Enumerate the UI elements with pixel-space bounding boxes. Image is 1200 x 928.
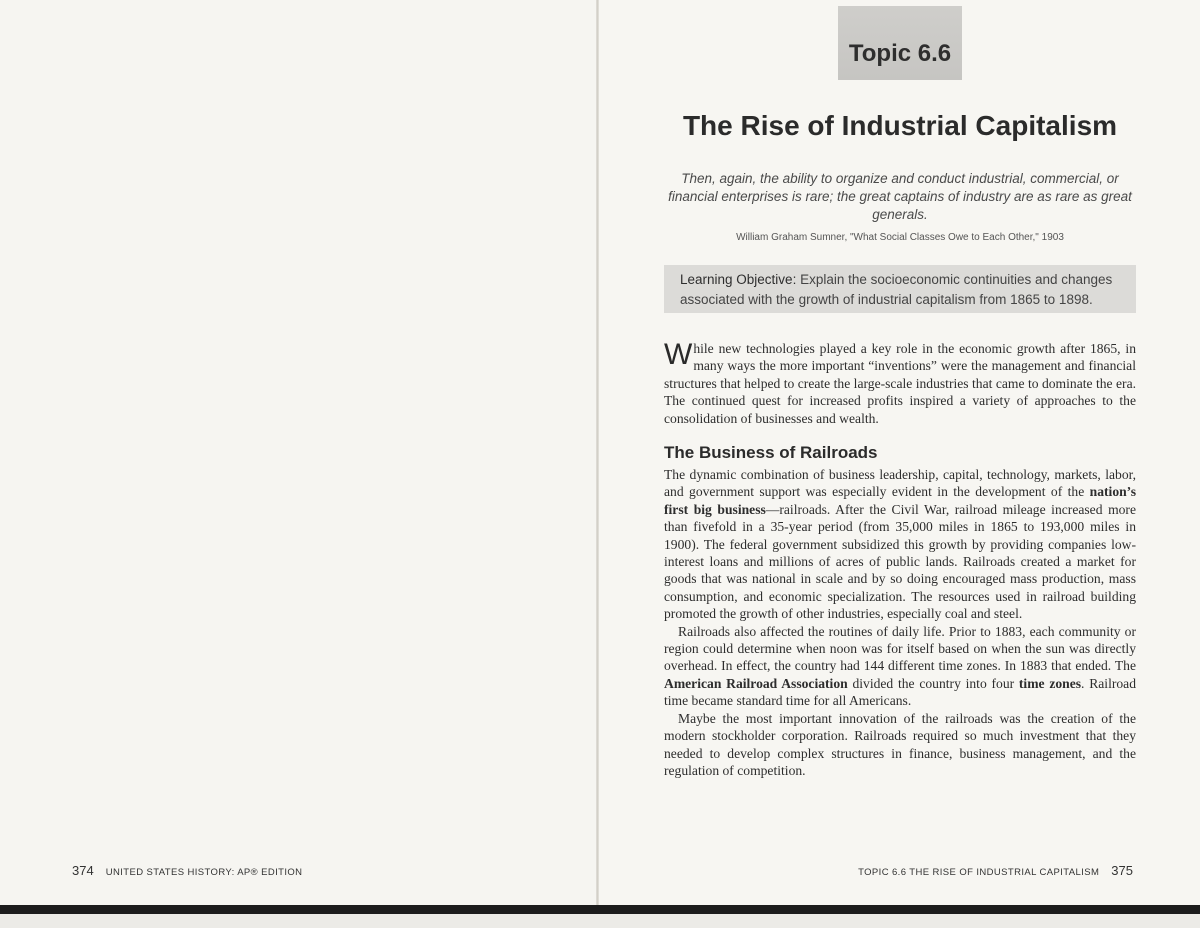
scan-bottom-edge (0, 905, 1200, 914)
topic-badge (838, 6, 962, 80)
epigraph-quote: Then, again, the ability to organize and conduct industrial, commercial, or financial enterprises is rare; the great captains of industry are as rare as great generals. (668, 171, 1132, 222)
left-page (0, 0, 598, 905)
page-title: The Rise of Industrial Capitalism (682, 110, 1118, 141)
footer-left (72, 862, 302, 880)
p2-text-c: divided the country into four (847, 675, 1019, 691)
topic-label: Topic 6.6 (848, 40, 952, 67)
page-number-left: 374 (72, 863, 94, 878)
key-term-american-railroad-association: American Railroad Association (664, 675, 848, 691)
p2-text-a: Railroads also affected the routines of daily life. Prior to 1883, each community or region could determine when noon was for itself based on when the sun was directly overhead. In effect, the country had 144 different time zones. In 1883 that ended. The (664, 623, 1136, 674)
page-number-right: 375 (1111, 863, 1133, 878)
footer-right (858, 862, 1133, 880)
p2-text-e: . Railroad time became standard time for all Americans. (664, 675, 1137, 709)
epigraph-attribution: William Graham Sumner, "What Social Classes Owe to Each Other," 1903 (736, 232, 1064, 243)
learning-objective-box (664, 265, 1136, 313)
paragraph-railroads-3: Maybe the most important innovation of the railroads was the creation of the modern stockholder corporation. Railroads required so much investment that they needed to develop complex structures in finance, business management, and the regulation of competition. (664, 710, 1136, 778)
running-head-right: TOPIC 6.6 THE RISE OF INDUSTRIAL CAPITALISM (858, 867, 1100, 878)
drop-cap: W (664, 338, 693, 371)
learning-objective-text: Explain the socioeconomic continuities and changes associated with the growth of industrial capitalism from 1865 to 1898. (680, 272, 1113, 307)
p1-text-a: The dynamic combination of business leadership, capital, technology, markets, labor, and government support was especially evident in the development of the (664, 467, 1136, 500)
intro-text: hile new technologies played a key role in the economic growth after 1865, in many ways the more important “inventions” were the management and financial structures that helped to create the large-scale industries that came to dominate the era. The continued quest for increased profits inspired a variety of approaches to the consolidation of businesses and wealth. (664, 341, 1136, 426)
scan-bottom-strip (0, 914, 1200, 928)
intro-paragraph (664, 340, 1136, 427)
paragraph-railroads-1 (664, 466, 1136, 623)
learning-objective-label: Learning Objective: (680, 272, 797, 287)
p1-text-c: —railroads. After the Civil War, railroad mileage increased more than fivefold in a 35-year period (from 35,000 miles in 1865 to 193,000 miles in 1900). The federal government subsidized this growth by providing companies low-interest loans and millions of acres of public lands. Railroads created a market for goods that was national in scale and by so doing encouraged mass production, mass consumption, and economic specialization. The resources used in railroad building promoted the growth of other industries, especially coal and steel. (664, 501, 1136, 622)
section-body (664, 466, 1136, 779)
book-gutter (596, 0, 599, 905)
running-head-left: UNITED STATES HISTORY: AP® EDITION (105, 867, 303, 878)
key-term-first-big-business: nation’s first big business (664, 484, 1136, 517)
paragraph-railroads-2 (664, 623, 1136, 710)
key-term-time-zones: time zones (1018, 675, 1082, 691)
section-heading: The Business of Railroads (664, 443, 878, 462)
